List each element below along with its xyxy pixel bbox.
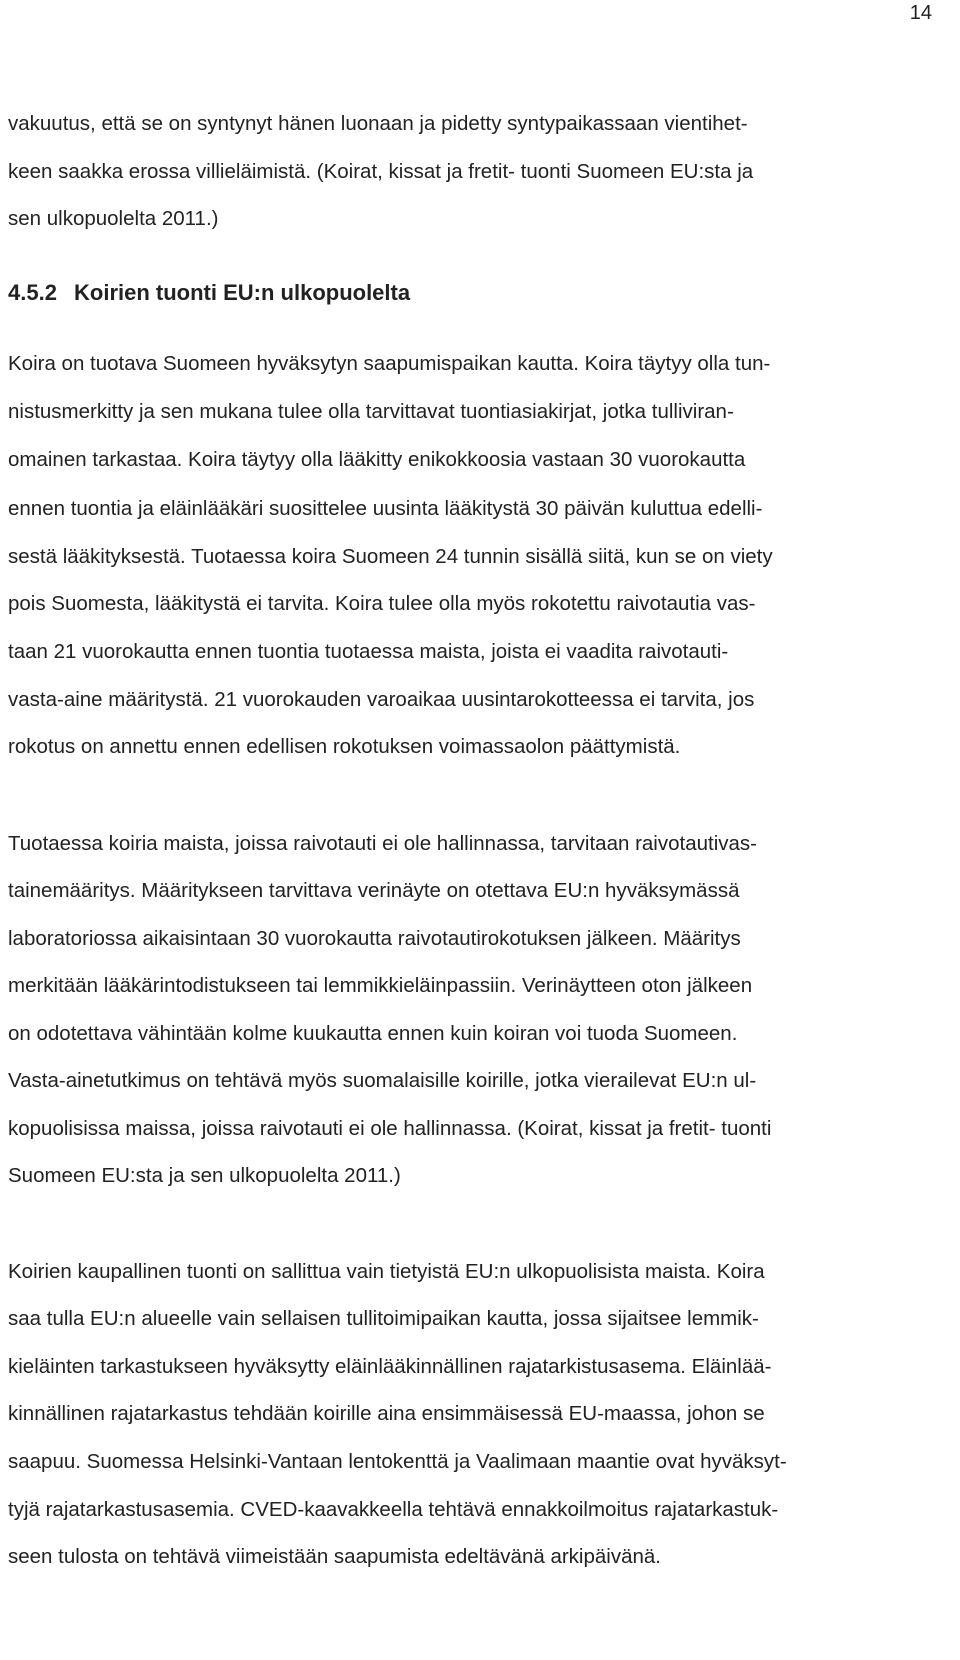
- section-number: 4.5.2: [8, 280, 57, 305]
- text-line: nistusmerkitty ja sen mukana tulee olla tarvittavat tuontiasiakirjat, jotka tulliviran-: [8, 400, 734, 423]
- text-line: ennen tuontia ja eläinlääkäri suosittelee uusinta lääkitystä 30 päivän kuluttua edelli-: [8, 497, 763, 520]
- text-line: rokotus on annettu ennen edellisen rokotuksen voimassaolon päättymistä.: [8, 735, 681, 758]
- text-line: sen ulkopuolelta 2011.): [8, 207, 219, 230]
- text-line: sestä lääkityksestä. Tuotaessa koira Suomeen 24 tunnin sisällä siitä, kun se on viety: [8, 545, 773, 568]
- text-line: merkitään lääkärintodistukseen tai lemmikkieläinpassiin. Verinäytteen oton jälkeen: [8, 974, 753, 997]
- text-line: tainemääritys. Määritykseen tarvittava verinäyte on otettava EU:n hyväksymässä: [8, 879, 740, 902]
- text-line: on odotettava vähintään kolme kuukautta ennen kuin koiran voi tuoda Suomeen.: [8, 1022, 738, 1045]
- text-line: Vasta-ainetutkimus on tehtävä myös suomalaisille koirille, jotka vierailevat EU:n ul-: [8, 1069, 757, 1092]
- section-title: Koirien tuonti EU:n ulkopuolelta: [74, 280, 411, 305]
- text-line: kieläinten tarkastukseen hyväksytty eläinlääkinnällinen rajatarkistusasema. Eläinlää-: [8, 1355, 772, 1378]
- text-line: kopuolisissa maissa, joissa raivotauti ei ole hallinnassa. (Koirat, kissat ja fretit- tuonti: [8, 1117, 772, 1140]
- section-heading: [8, 280, 410, 306]
- page-number: 14: [909, 2, 932, 24]
- text-line: saapuu. Suomessa Helsinki-Vantaan lentokenttä ja Vaalimaan maantie ovat hyväksyt-: [8, 1450, 787, 1473]
- text-line: saa tulla EU:n alueelle vain sellaisen tullitoimipaikan kautta, jossa sijaitsee lemmik-: [8, 1307, 759, 1330]
- text-line: taan 21 vuorokautta ennen tuontia tuotaessa maista, joista ei vaadita raivotauti-: [8, 640, 729, 663]
- text-line: vakuutus, että se on syntynyt hänen luonaan ja pidetty syntypaikassaan vientihet-: [8, 112, 748, 135]
- text-line: Koira on tuotava Suomeen hyväksytyn saapumispaikan kautta. Koira täytyy olla tun-: [8, 352, 771, 375]
- text-line: laboratoriossa aikaisintaan 30 vuorokautta raivotautirokotuksen jälkeen. Määritys: [8, 927, 741, 950]
- text-line: tyjä rajatarkastusasemia. CVED-kaavakkeella tehtävä ennakkoilmoitus rajatarkastuk-: [8, 1498, 779, 1521]
- text-line: Tuotaessa koiria maista, joissa raivotauti ei ole hallinnassa, tarvitaan raivotautivas-: [8, 832, 757, 855]
- text-line: omainen tarkastaa. Koira täytyy olla lääkitty enikokkoosia vastaan 30 vuorokautta: [8, 448, 746, 471]
- text-line: kinnällinen rajatarkastus tehdään koirille aina ensimmäisessä EU-maassa, johon se: [8, 1402, 765, 1425]
- text-line: keen saakka erossa villieläimistä. (Koirat, kissat ja fretit- tuonti Suomeen EU:sta ja: [8, 160, 754, 183]
- text-line: Koirien kaupallinen tuonti on sallittua vain tietyistä EU:n ulkopuolisista maista. Koira: [8, 1260, 765, 1283]
- text-line: pois Suomesta, lääkitystä ei tarvita. Koira tulee olla myös rokotettu raivotautia vas-: [8, 592, 756, 615]
- text-line: seen tulosta on tehtävä viimeistään saapumista edeltävänä arkipäivänä.: [8, 1545, 661, 1568]
- text-line: vasta-aine määritystä. 21 vuorokauden varoaikaa uusintarokotteessa ei tarvita, jos: [8, 688, 755, 711]
- text-line: Suomeen EU:sta ja sen ulkopuolelta 2011.): [8, 1164, 401, 1187]
